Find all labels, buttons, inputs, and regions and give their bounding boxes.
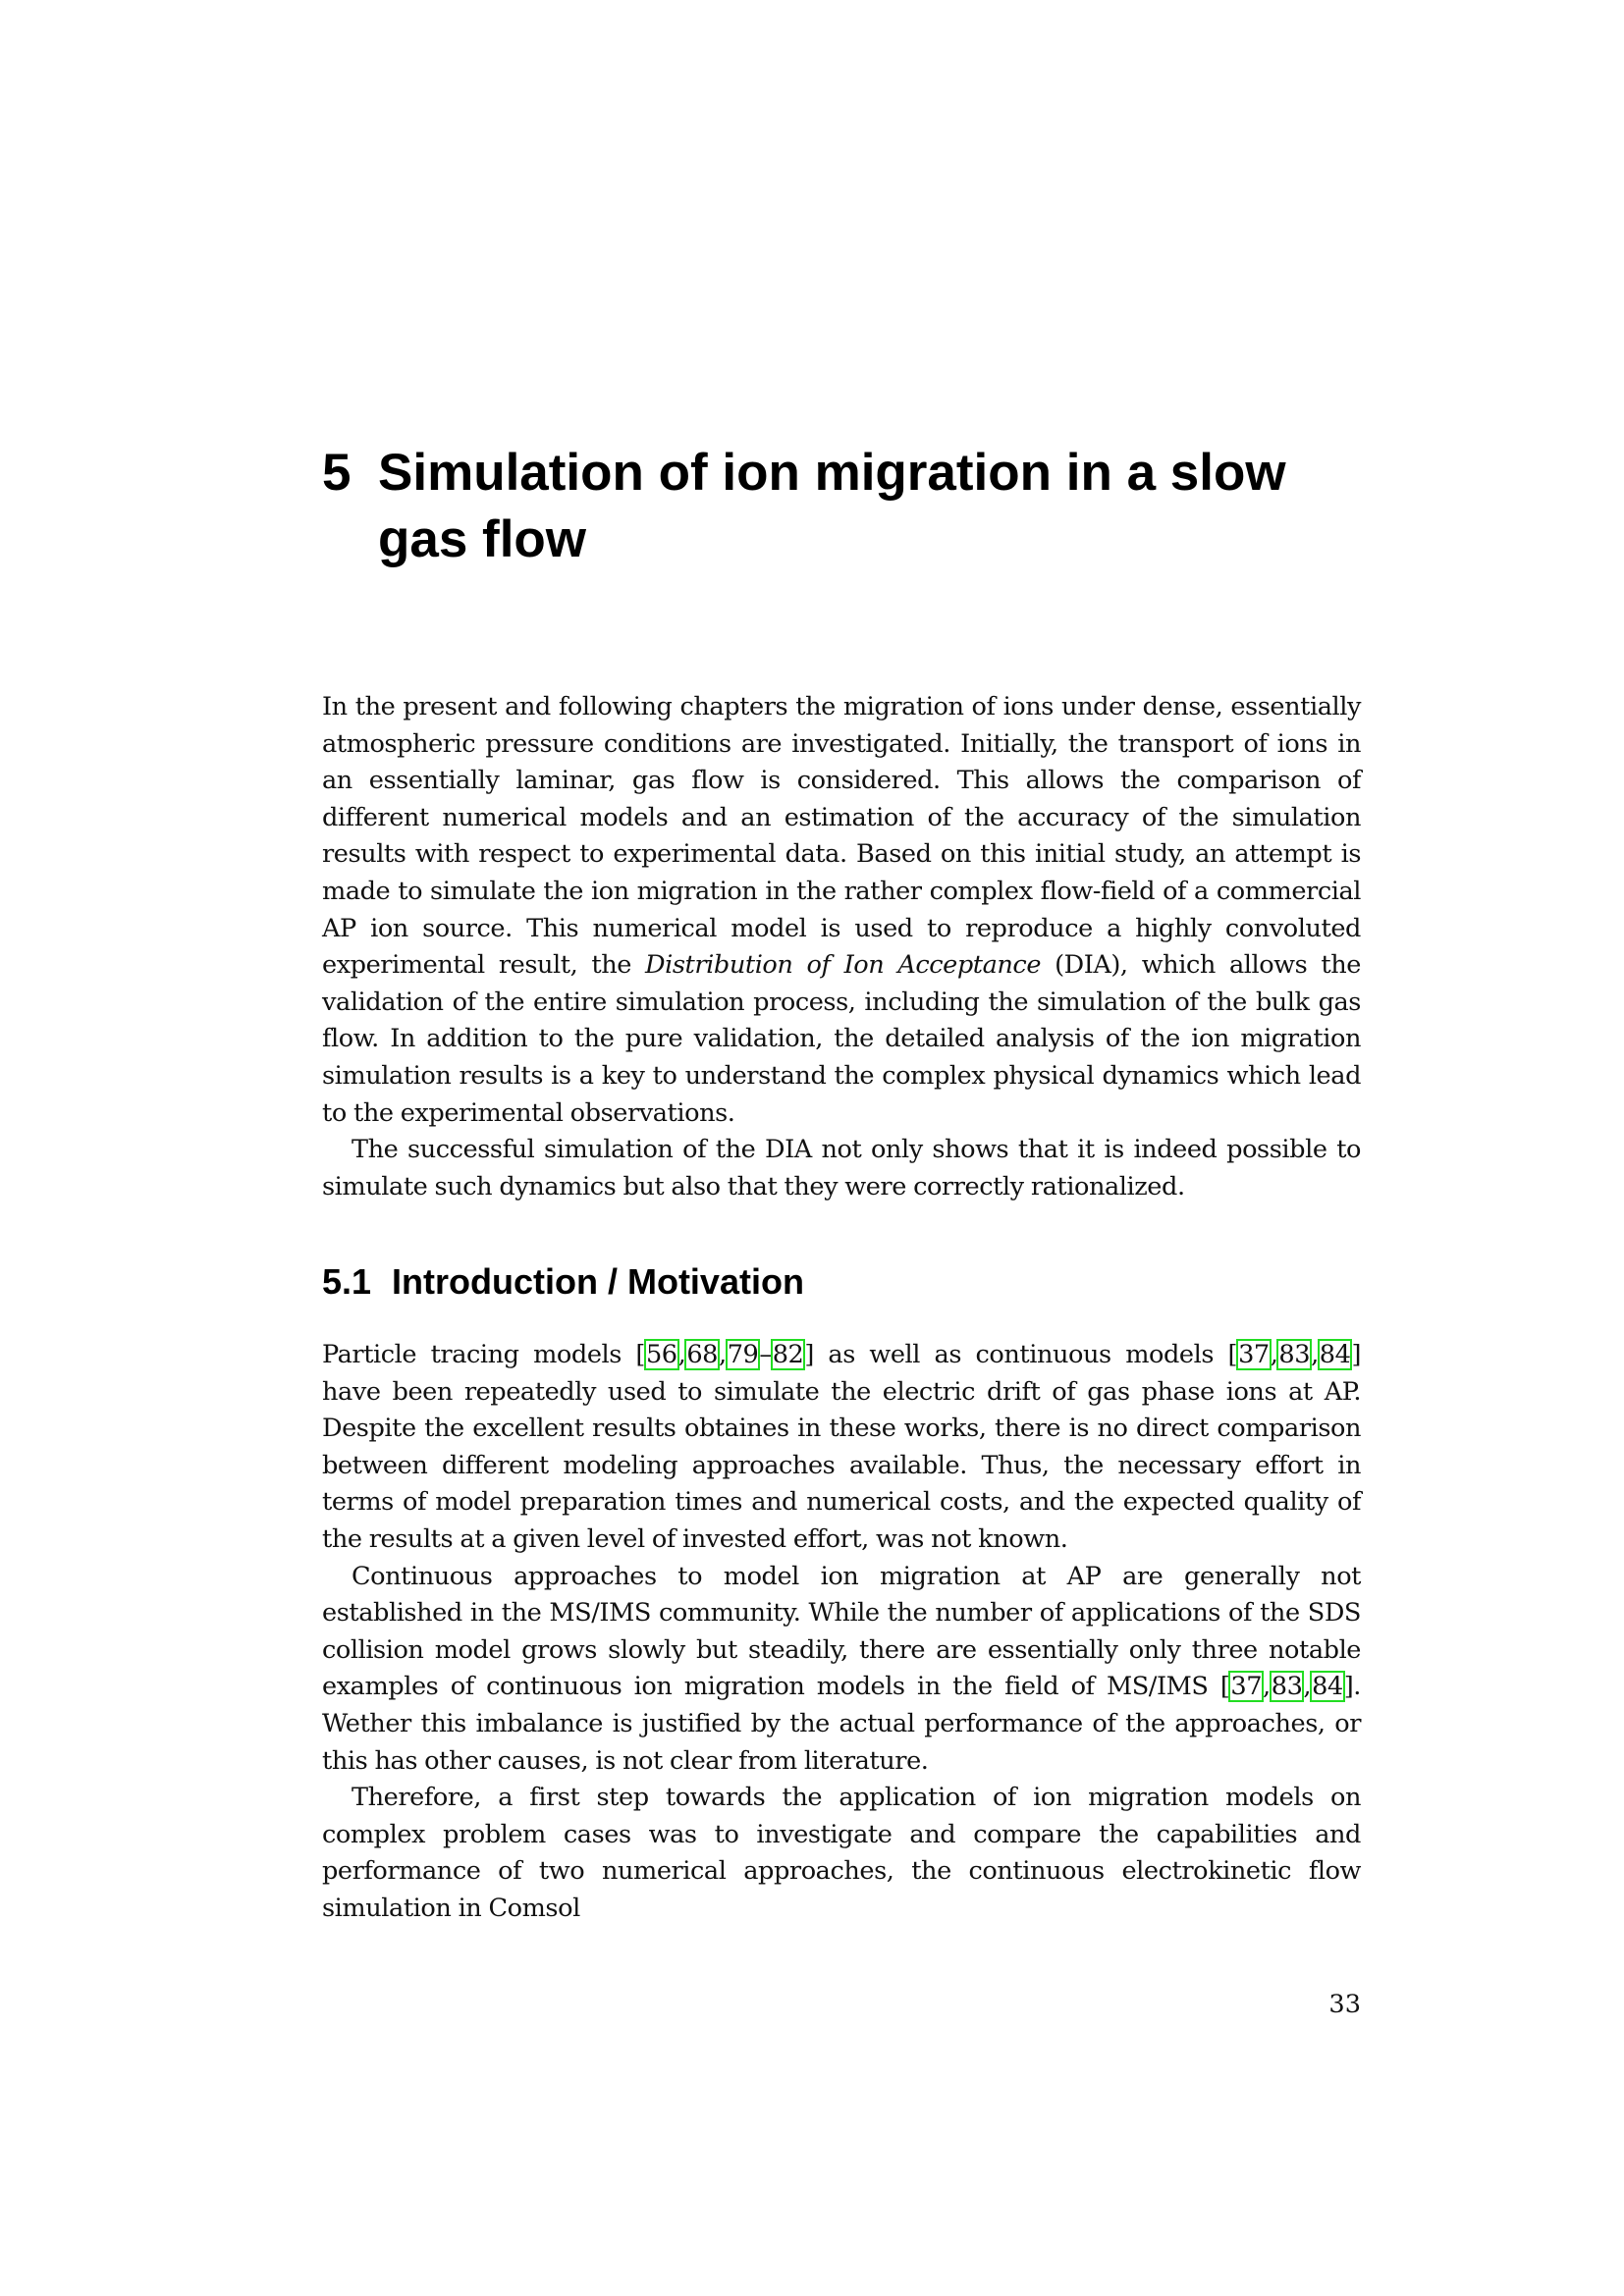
- section-body: [322, 1337, 1361, 1928]
- chapter-intro: [322, 689, 1361, 1205]
- section-number: 5.1: [322, 1261, 372, 1302]
- citation-link[interactable]: 37: [1238, 1340, 1270, 1369]
- section-paragraph-3: Therefore, a first step towards the application of ion migration models on complex problem cases was to investigate and compare the capabilities and performance of two numerical approaches, the continuous electrokinetic flow simulation in Comsol: [322, 1783, 1361, 1923]
- chapter-title: [322, 440, 1382, 573]
- section-paragraph-2: Continuous approaches to model ion migration at AP are generally not established in the MS/IMS community. While the number of applications of the SDS collision model grows slowly but steadily, there are essentially only three notable examples of continuous ion migration models in the field of MS/IMS [37,83,84]. Wether this imbalance is justified by the actual performance of the approaches, or this has other causes, is not clear from literature.: [322, 1561, 1361, 1776]
- citation-link[interactable]: 83: [1271, 1672, 1303, 1702]
- section-heading: [322, 1259, 804, 1305]
- intro-paragraph-1: In the present and following chapters the migration of ions under dense, essentially atmospheric pressure conditions are investigated. Initially, the transport of ions in an essentially laminar, gas flow is considered. This allows the comparison of different numerical models and an estimation of the accuracy of the simulation results with respect to experimental data. Based on this initial study, an attempt is made to simulate the ion migration in the rather complex flow-field of a commercial AP ion source. This numerical model is used to reproduce a highly convoluted experimental result, the Distribution of Ion Acceptance (DIA), which allows the validation of the entire simulation process, including the simulation of the bulk gas flow. In addition to the pure validation, the detailed analysis of the ion migration simulation results is a key to understand the complex physical dynamics which lead to the experimental observations.: [322, 692, 1361, 1128]
- citation-link[interactable]: 79: [727, 1340, 759, 1369]
- citation-link[interactable]: 83: [1278, 1340, 1311, 1369]
- section-title: Introduction / Motivation: [392, 1261, 804, 1302]
- citation-link[interactable]: 37: [1230, 1672, 1263, 1702]
- section-paragraph-1: Particle tracing models [56,68,79–82] as well as continuous models [37,83,84] have been repeatedly used to simulate the electric drift of gas phase ions at AP. Despite the excellent results obtaines in these works, there is no direct comparison between different modeling approaches available. Thus, the necessary effort in terms of model preparation times and numerical costs, and the expected quality of the results at a given level of invested effort, was not known.: [322, 1340, 1361, 1554]
- chapter-title-text: Simulation of ion migration in a slow gas flow: [378, 444, 1286, 568]
- citation-link[interactable]: 68: [686, 1340, 718, 1369]
- citation-link[interactable]: 84: [1312, 1672, 1343, 1702]
- page-number: 33: [1328, 1990, 1361, 2019]
- citation-link[interactable]: 56: [645, 1340, 677, 1369]
- citation-link[interactable]: 82: [772, 1340, 804, 1369]
- citation-link[interactable]: 84: [1319, 1340, 1351, 1369]
- dia-term: Distribution of Ion Acceptance: [645, 950, 1042, 981]
- intro-paragraph-2: The successful simulation of the DIA not only shows that it is indeed possible to simulate such dynamics but also that they were correctly rationalized.: [322, 1135, 1361, 1201]
- chapter-number: 5: [322, 444, 352, 502]
